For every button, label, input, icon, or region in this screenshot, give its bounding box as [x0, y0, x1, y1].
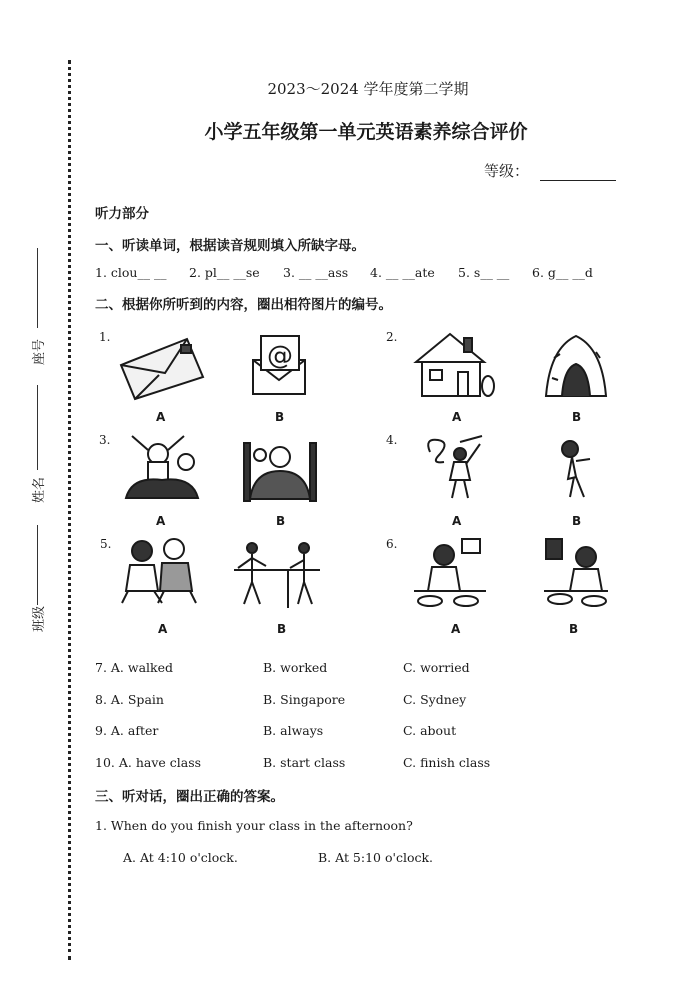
- question-number: 6.: [386, 537, 398, 551]
- option-a[interactable]: A: [451, 622, 461, 636]
- email-at-icon: [245, 330, 315, 400]
- question-number: 1.: [99, 330, 111, 344]
- girl-eating-icon: [410, 535, 490, 611]
- word-item: 3. __ __ass: [283, 265, 349, 280]
- part1-heading: 一、听读单词，根据读音规则填入所缺字母。: [95, 238, 365, 254]
- option-b[interactable]: B: [275, 410, 285, 424]
- ballet-class-icon: [232, 538, 322, 610]
- cave-icon: [540, 328, 612, 400]
- choice-c[interactable]: C. Sydney: [403, 692, 467, 707]
- year-term-title: 2023～2024 学年度第二学期: [267, 80, 469, 98]
- choice-b[interactable]: B. start class: [263, 755, 346, 770]
- grade-label: 等级：: [484, 162, 530, 180]
- option-a[interactable]: A: [452, 410, 462, 424]
- choice-a[interactable]: 8. A. Spain: [95, 692, 164, 707]
- option-a[interactable]: A: [452, 514, 462, 528]
- choice-b[interactable]: B. worked: [263, 660, 328, 675]
- class-label: 班级: [32, 605, 47, 632]
- choice-a[interactable]: 10. A. have class: [95, 755, 202, 770]
- choice-c[interactable]: C. finish class: [403, 755, 491, 770]
- option-b[interactable]: B: [572, 410, 582, 424]
- grade-input-line[interactable]: [540, 180, 616, 181]
- choice-a[interactable]: 9. A. after: [95, 723, 159, 738]
- choice-c[interactable]: C. worried: [403, 660, 470, 675]
- question-number: 3.: [99, 433, 111, 447]
- answer-b[interactable]: B. At 5:10 o'clock.: [318, 850, 434, 865]
- name-write-line: [37, 385, 38, 470]
- option-b[interactable]: B: [569, 622, 579, 636]
- waking-up-icon: [122, 432, 202, 502]
- question-number: 5.: [100, 537, 112, 551]
- option-a[interactable]: A: [156, 514, 166, 528]
- word-item: 1. clou__ __: [95, 265, 167, 280]
- sleeping-in-bed-icon: [240, 435, 320, 503]
- word-item: 4. __ __ate: [370, 265, 435, 280]
- option-a[interactable]: A: [156, 410, 166, 424]
- choice-a[interactable]: 7. A. walked: [95, 660, 173, 675]
- answer-a[interactable]: A. At 4:10 o'clock.: [123, 850, 238, 865]
- question-number: 2.: [386, 330, 398, 344]
- girl-eating-icon: [540, 535, 612, 611]
- choice-b[interactable]: B. always: [263, 723, 324, 738]
- option-b[interactable]: B: [572, 514, 582, 528]
- option-b[interactable]: B: [276, 514, 286, 528]
- seat-label: 座号: [32, 338, 47, 365]
- question-number: 4.: [386, 433, 398, 447]
- word-item: 5. s__ __: [458, 265, 510, 280]
- dialog-question: 1. When do you finish your class in the afternoon?: [95, 818, 413, 833]
- svg-text:@: @: [267, 341, 293, 371]
- binding-dotted-line: [68, 60, 71, 960]
- class-write-line: [37, 525, 38, 605]
- house-icon: [410, 328, 496, 400]
- part2-heading: 二、根据你所听到的内容，圈出相符图片的编号。: [95, 297, 392, 313]
- listening-section-title: 听力部分: [95, 206, 149, 222]
- option-b[interactable]: B: [277, 622, 287, 636]
- word-item: 6. g__ __d: [532, 265, 593, 280]
- word-item: 2. pl__ __se: [189, 265, 260, 280]
- seat-write-line: [37, 248, 38, 328]
- ribbon-dance-icon: [420, 432, 492, 504]
- envelope-letter-icon: [115, 333, 207, 401]
- part3-heading: 三、听对话，圈出正确的答案。: [95, 789, 284, 805]
- exercising-girl-icon: [556, 435, 600, 501]
- choice-b[interactable]: B. Singapore: [263, 692, 346, 707]
- option-a[interactable]: A: [158, 622, 168, 636]
- chatting-friends-icon: [118, 535, 198, 607]
- page-title: 小学五年级第一单元英语素养综合评价: [204, 121, 528, 143]
- choice-c[interactable]: C. about: [403, 723, 457, 738]
- name-label: 姓名: [32, 476, 47, 503]
